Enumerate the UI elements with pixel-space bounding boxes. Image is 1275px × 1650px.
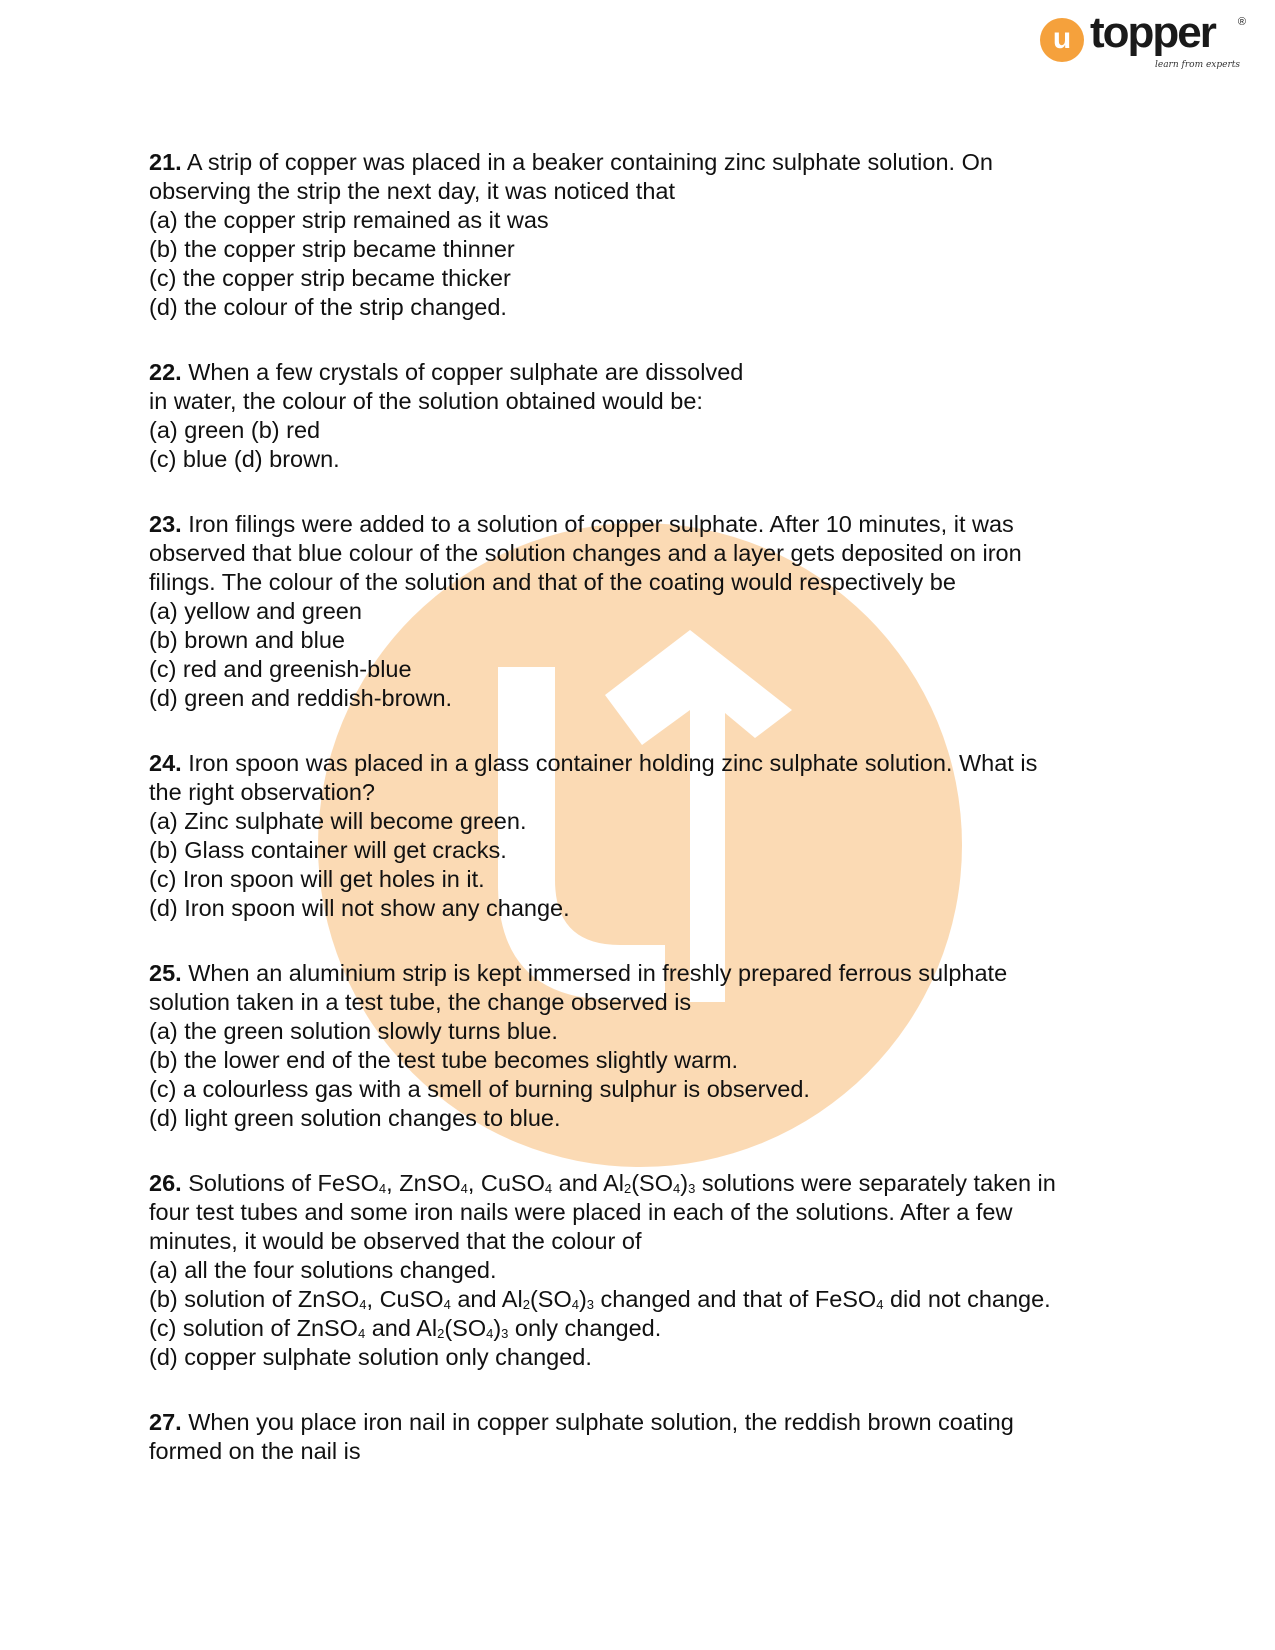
answer-option: (b) the copper strip became thinner [149, 236, 515, 262]
logo-brand-text: topper [1090, 8, 1215, 57]
question-number: 23. [149, 511, 182, 537]
answer-option: (c) solution of ZnSO$_4$ and $Al_2(SO_4)_3$ only changed. [149, 1315, 662, 1341]
answer-option: (b) the lower end of the test tube becomes slightly warm. [149, 1047, 739, 1073]
question-text: Iron filings were added to a solution of copper sulphate. After 10 minutes, it was [188, 511, 1014, 537]
question-22 [149, 358, 1129, 474]
question-27 [149, 1408, 1129, 1466]
question-text-line: observing the strip the next day, it was noticed that [149, 178, 675, 204]
question-24 [149, 749, 1129, 923]
question-text-line: in water, the colour of the solution obtained would be: [149, 388, 703, 414]
question-text: Iron spoon was placed in a glass container holding zinc sulphate solution. What is [188, 750, 1038, 776]
answer-option: (a) all the four solutions changed. [149, 1257, 497, 1283]
question-stem [149, 1169, 1129, 1198]
answer-option: (c) the copper strip became thicker [149, 265, 511, 291]
answer-option: (c) Iron spoon will get holes in it. [149, 866, 485, 892]
answer-option: (c) a colourless gas with a smell of burning sulphur is observed. [149, 1076, 810, 1102]
answer-option: (a) the copper strip remained as it was [149, 207, 549, 233]
question-text-line: formed on the nail is [149, 1438, 361, 1464]
question-stem [149, 1408, 1129, 1437]
question-23 [149, 510, 1129, 713]
question-stem [149, 749, 1129, 778]
answer-option: (c) red and greenish-blue [149, 656, 412, 682]
question-stem [149, 358, 1129, 387]
question-text-line: four test tubes and some iron nails were placed in each of the solutions. After a few [149, 1199, 1013, 1225]
answer-option: (c) blue (d) brown. [149, 446, 340, 472]
question-number: 25. [149, 960, 182, 986]
answer-option: (d) Iron spoon will not show any change. [149, 895, 570, 921]
question-number: 21. [149, 149, 182, 175]
logo-badge-icon: u [1040, 18, 1084, 62]
question-text: When you place iron nail in copper sulphate solution, the reddish brown coating [188, 1409, 1014, 1435]
question-number: 27. [149, 1409, 182, 1435]
answer-option: (d) green and reddish-brown. [149, 685, 453, 711]
question-number: 22. [149, 359, 182, 385]
question-stem [149, 148, 1129, 177]
logo-tagline: learn from experts [1154, 60, 1240, 70]
registered-mark: ® [1237, 16, 1246, 28]
question-text: When an aluminium strip is kept immersed in freshly prepared ferrous sulphate [188, 960, 1008, 986]
answer-option: (b) brown and blue [149, 627, 345, 653]
question-number: 26. [149, 1170, 182, 1196]
question-text-line: the right observation? [149, 779, 376, 805]
question-21 [149, 148, 1129, 322]
question-25 [149, 959, 1129, 1133]
answer-option: (a) Zinc sulphate will become green. [149, 808, 527, 834]
question-stem [149, 510, 1129, 539]
question-text: Solutions of FeSO$_4$, ZnSO$_4$, CuSO$_4$ and $Al_2(SO_4)_3$ solutions were separately taken in [188, 1170, 1056, 1196]
question-text-line: filings. The colour of the solution and that of the coating would respectively be [149, 569, 956, 595]
question-text: When a few crystals of copper sulphate are dissolved [188, 359, 744, 385]
answer-option: (d) light green solution changes to blue. [149, 1105, 561, 1131]
answer-option: (a) the green solution slowly turns blue. [149, 1018, 558, 1044]
question-number: 24. [149, 750, 182, 776]
question-stem [149, 959, 1129, 988]
utopper-logo [1040, 8, 1246, 72]
question-list [149, 148, 1129, 1502]
answer-option: (b) solution of ZnSO$_4$, CuSO$_4$ and $Al_2(SO_4)_3$ changed and that of FeSO$_4$ did not change. [149, 1286, 1051, 1312]
question-26 [149, 1169, 1129, 1372]
answer-option: (a) green (b) red [149, 417, 321, 443]
answer-option: (d) the colour of the strip changed. [149, 294, 507, 320]
question-text-line: minutes, it would be observed that the colour of [149, 1228, 642, 1254]
question-text-line: observed that blue colour of the solution changes and a layer gets deposited on iron [149, 540, 1022, 566]
question-text-line: solution taken in a test tube, the change observed is [149, 989, 692, 1015]
question-text: A strip of copper was placed in a beaker containing zinc sulphate solution. On [186, 149, 993, 175]
answer-option: (d) copper sulphate solution only changed. [149, 1344, 592, 1370]
answer-option: (a) yellow and green [149, 598, 362, 624]
answer-option: (b) Glass container will get cracks. [149, 837, 507, 863]
